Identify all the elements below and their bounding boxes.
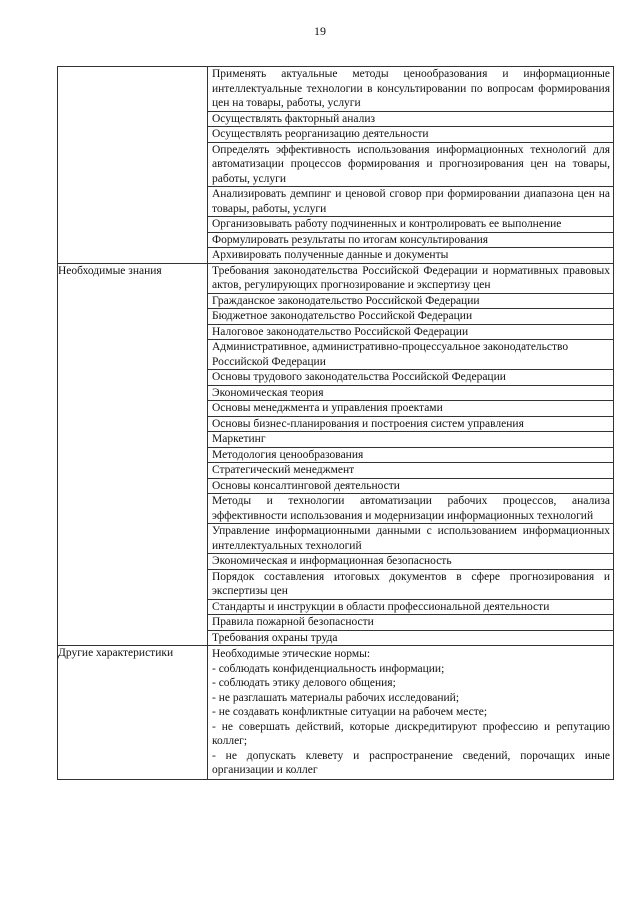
knowledge-list	[208, 263, 614, 646]
row-label-knowledge: Необходимые знания	[58, 263, 208, 646]
list-item: Определять эффективность использования информационных технологий для автоматизации процессов формирования и прогнозирования цен на товары, работы, услуги	[208, 143, 613, 188]
list-item: Правила пожарной безопасности	[208, 615, 613, 631]
list-item: Осуществлять факторный анализ	[208, 112, 613, 128]
ethics-line: - не создавать конфликтные ситуации на рабочем месте;	[212, 706, 488, 718]
ethics-text	[208, 646, 613, 779]
list-item: Организовывать работу подчиненных и контролировать ее выполнение	[208, 217, 613, 233]
list-item: Осуществлять реорганизацию деятельности	[208, 127, 613, 143]
list-item: Бюджетное законодательство Российской Федерации	[208, 309, 613, 325]
list-item: Стратегический менеджмент	[208, 463, 613, 479]
list-item: Формулировать результаты по итогам консультирования	[208, 233, 613, 249]
skills-list	[208, 67, 614, 264]
ethics-line: - соблюдать конфиденциальность информации;	[212, 662, 445, 675]
ethics-line: Необходимые этические нормы:	[212, 648, 371, 660]
ethics-line: - соблюдать этику делового общения;	[212, 677, 396, 689]
list-item: Методы и технологии автоматизации рабочих процессов, анализа эффективности использования и модернизации информационных технологий	[208, 494, 613, 524]
list-item: Экономическая теория	[208, 386, 613, 402]
list-item: Административное, административно-процессуальное законодательство Российской Федерации	[208, 340, 613, 370]
list-item: Основы бизнес-планирования и построения систем управления	[208, 417, 613, 433]
list-item: Порядок составления итоговых документов в сфере прогнозирования и экспертизы цен	[208, 570, 613, 600]
table-row	[58, 646, 614, 780]
ethics-line: - не совершать действий, которые дискредитируют профессию и репутацию коллег;	[212, 720, 610, 747]
list-item: Архивировать полученные данные и документы	[212, 249, 449, 261]
table-row	[58, 67, 614, 264]
ethics-line: - не разглашать материалы рабочих исследований;	[212, 691, 460, 704]
list-item: Основы менеджмента и управления проектами	[208, 401, 613, 417]
ethics-line: - не допускать клевету и распространение сведений, порочащих иные организации и коллег	[212, 749, 610, 776]
list-item: Методология ценообразования	[208, 448, 613, 464]
list-item: Требования законодательства Российской Федерации и нормативных правовых актов, регулирующих прогнозирование и экспертизу цен	[208, 264, 613, 294]
list-item: Основы консалтинговой деятельности	[208, 479, 613, 495]
list-item: Налоговое законодательство Российской Федерации	[208, 325, 613, 341]
list-item: Применять актуальные методы ценообразования и информационные интеллектуальные технологии в консультировании по вопросам формирования цен на товары, работы, услуги	[208, 67, 613, 112]
list-item: Требования охраны труда	[212, 631, 338, 644]
other-characteristics	[208, 646, 614, 780]
list-item: Управление информационными данными с использованием информационных интеллектуальных технологий	[208, 524, 613, 554]
list-item: Анализировать демпинг и ценовой сговор при формировании диапазона цен на товары, работы, услуги	[208, 187, 613, 217]
list-item: Основы трудового законодательства Российской Федерации	[208, 370, 613, 386]
table-row	[58, 263, 614, 646]
list-item: Экономическая и информационная безопасность	[208, 554, 613, 570]
list-item: Маркетинг	[208, 432, 613, 448]
row-label-other: Другие характеристики	[58, 646, 208, 780]
row-label-skills	[58, 67, 208, 264]
requirements-table	[57, 66, 614, 780]
list-item: Стандарты и инструкции в области профессиональной деятельности	[208, 600, 613, 616]
page-number: 19	[314, 24, 326, 38]
list-item: Гражданское законодательство Российской Федерации	[208, 294, 613, 310]
